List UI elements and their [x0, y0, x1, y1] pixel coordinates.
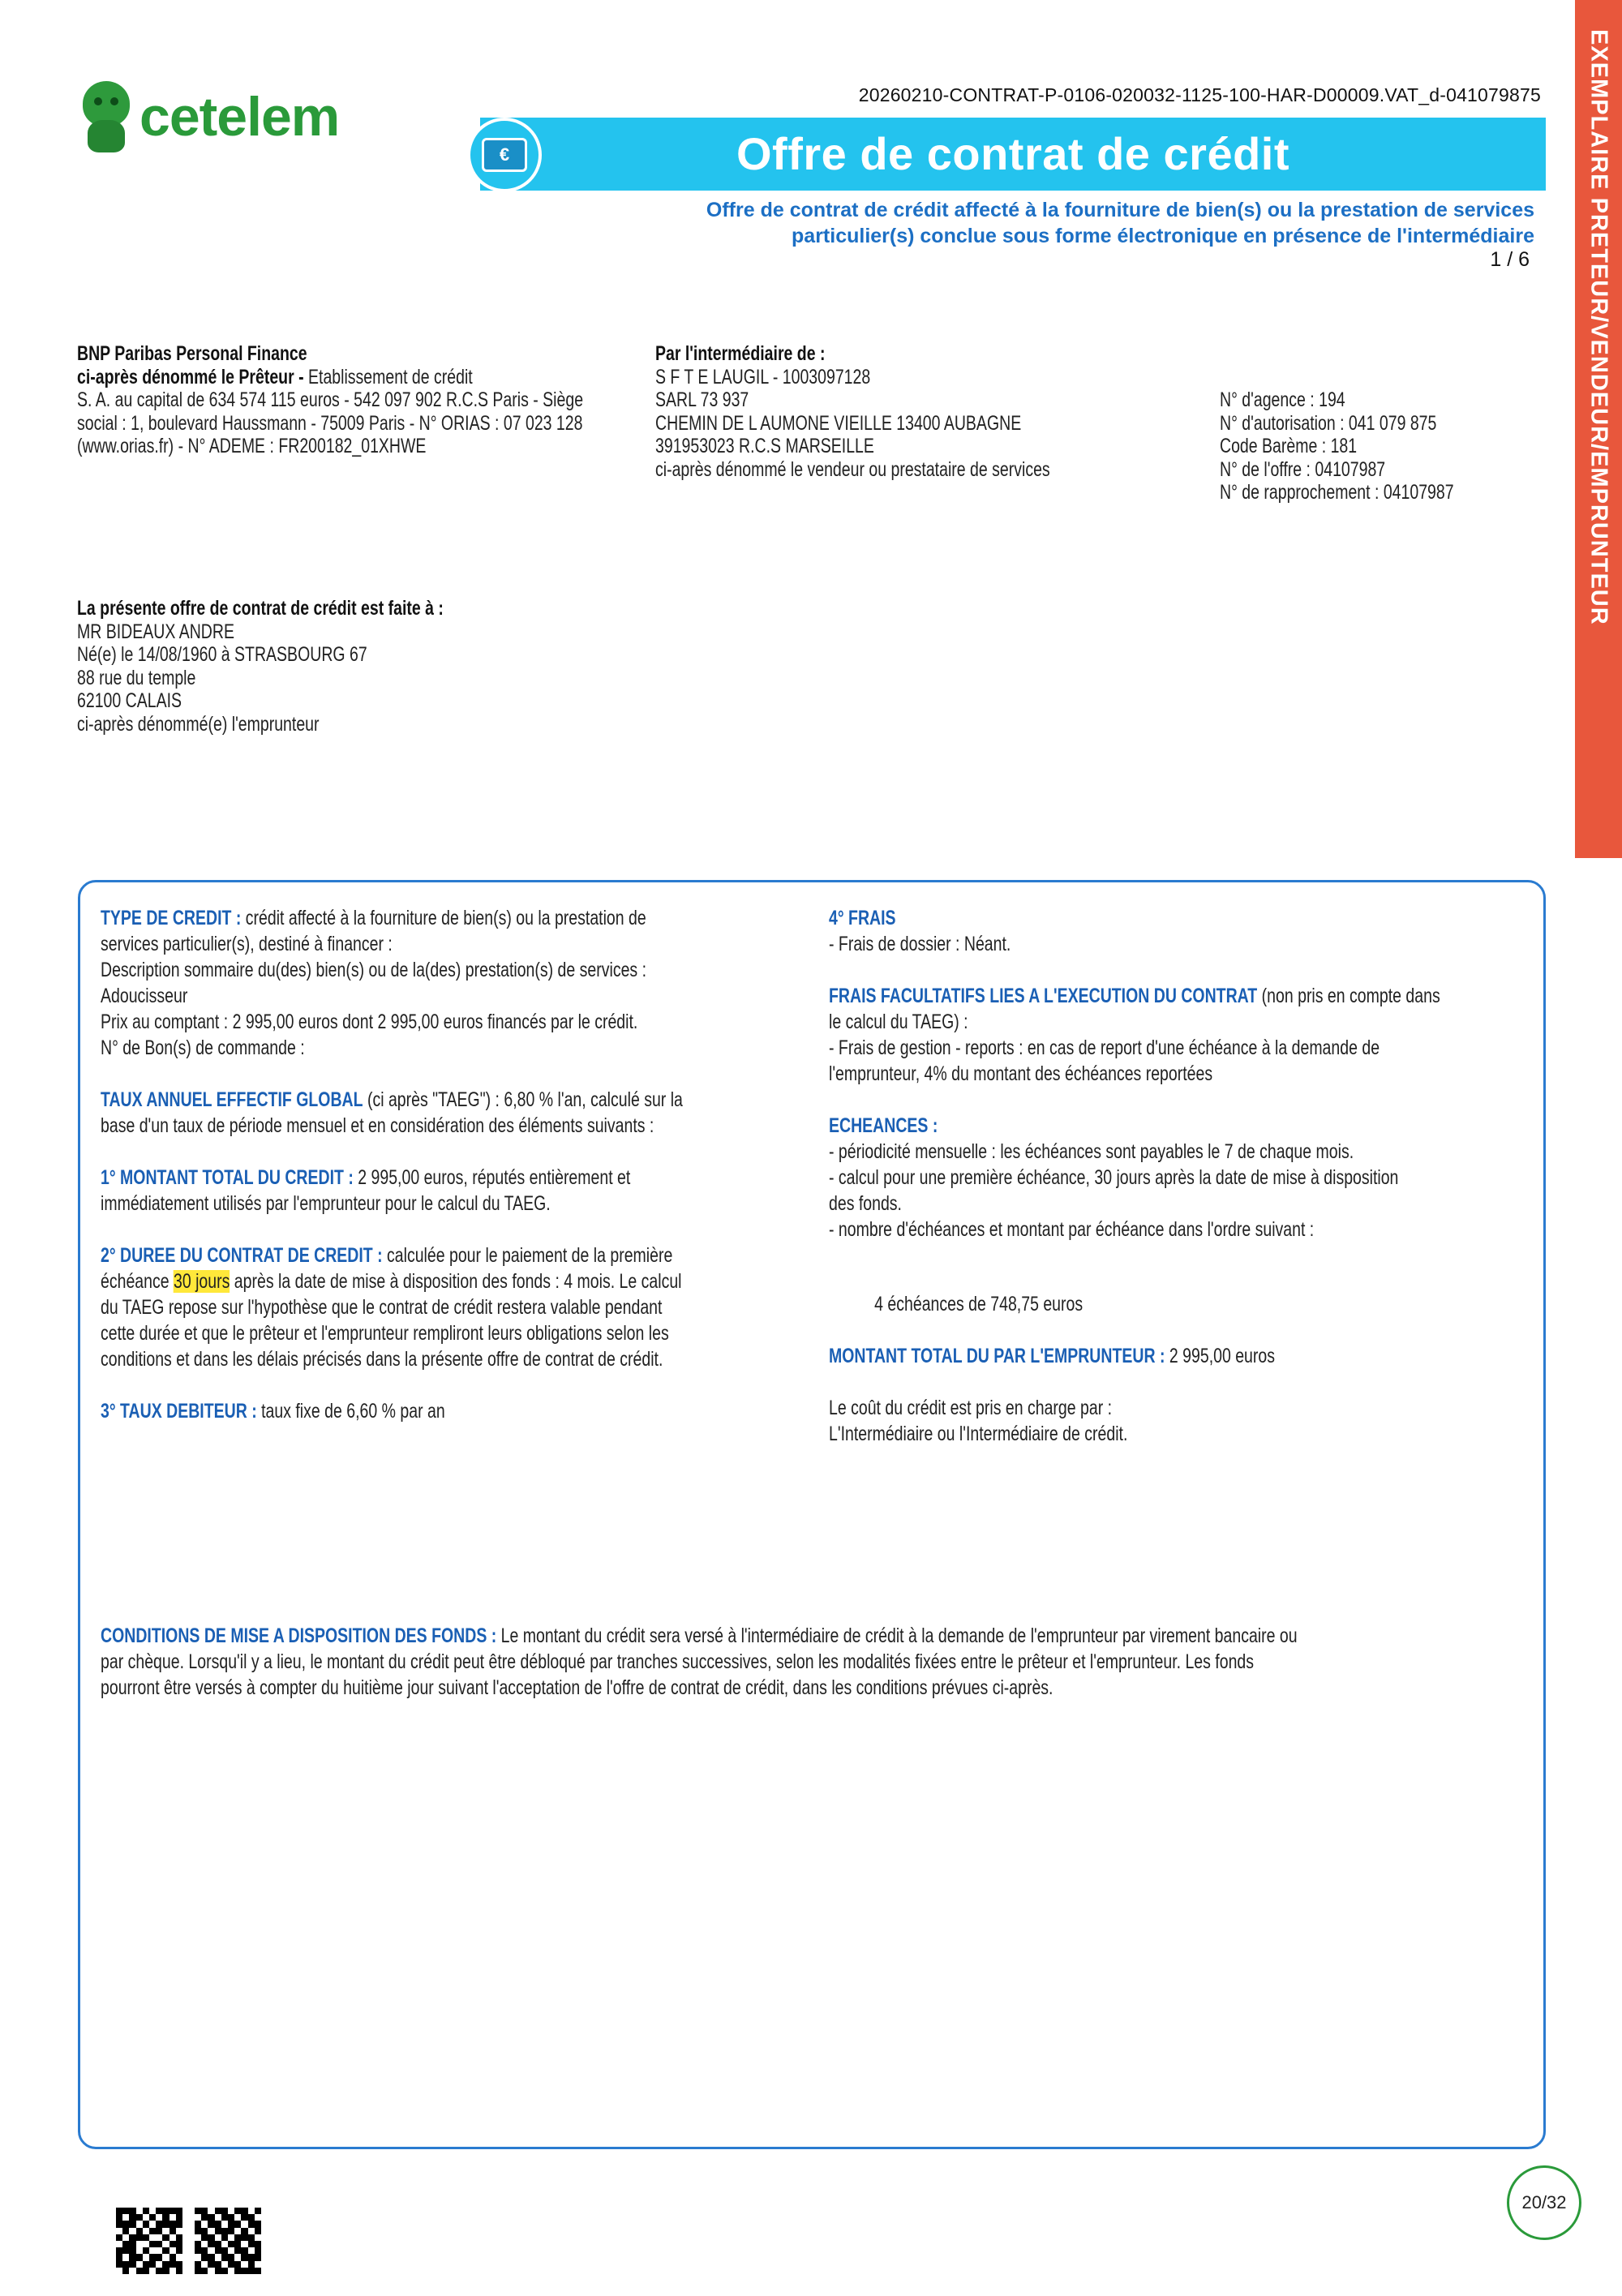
taeg-section: TAUX ANNUEL EFFECTIF GLOBAL (ci après "TAEG") : 6,80 % l'an, calculé sur la base d'un taux de période mensuel et en considération des éléments suivants : — [101, 1088, 683, 1137]
title-bar — [480, 118, 1546, 191]
highlighted-duration: 30 jours — [173, 1270, 230, 1293]
page-count-badge: 20/32 — [1507, 2165, 1581, 2240]
page-title: Offre de contrat de crédit — [736, 128, 1290, 179]
page-number: 1 / 6 — [1490, 248, 1530, 271]
left-column — [101, 905, 847, 1424]
frais-facultatifs-section: FRAIS FACULTATIFS LIES A L'EXECUTION DU CONTRAT (non pris en compte dans le calcul du TAEG) : - Frais de gestion - reports : en cas de report d'une échéance à la demande de l'emprunteur, 4% du montant des échéances reportées — [829, 985, 1440, 1085]
right-column — [829, 905, 1612, 1447]
conditions-section: CONDITIONS DE MISE A DISPOSITION DES FONDS : Le montant du crédit sera versé à l'intermédiaire de crédit à la demande de l'emprunteur par virement bancaire ou par chèque. Lorsqu'il y a lieu, le montant du crédit peut être débloqué par tranches successives, selon les modalités fixées entre le prêteur et l'emprunteur. Les fonds pourront être versés à compter du huitième jour suivant l'acceptation de l'offre de contrat de crédit, dans les conditions prévues ci-après. — [101, 1624, 1298, 1699]
cetelem-logo — [79, 81, 339, 152]
side-banner-text: EXEMPLAIRE PRETEUR/VENDEUR/EMPRUNTEUR — [1586, 29, 1612, 625]
qr-code-icon — [116, 2208, 182, 2274]
cout-credit-section: Le coût du crédit est pris en charge par : L'Intermédiaire ou l'Intermédiaire de crédit. — [829, 1397, 1128, 1445]
montant-total-du-section: MONTANT TOTAL DU PAR L'EMPRUNTEUR : 2 995,00 euros — [829, 1345, 1275, 1367]
logo-text: cetelem — [139, 86, 340, 148]
lender-block: BNP Paribas Personal Finance ci-après dénommé le Prêteur - Etablissement de crédit S. A. au capital de 634 574 115 euros - 542 097 902 R.C.S Paris - Siège social : 1, boulevard Haussmann - 75009 Paris - N° ORIAS : 07 023 128 (www.orias.fr) - N° ADEME : FR200182_01XHWE — [77, 342, 584, 457]
echeances-section: ECHEANCES : - périodicité mensuelle : les échéances sont payables le 7 de chaque mois. - calcul pour une première échéance, 30 jours après la date de mise à disposition des fonds. - nombre d'échéances et montant par échéance dans l'ordre suivant : 4 échéances de 748,75 euros — [829, 1114, 1399, 1315]
contract-reference: 20260210-CONTRAT-P-0106-020032-1125-100-HAR-D00009.VAT_d-041079875 — [858, 84, 1541, 105]
taux-section: 3° TAUX DEBITEUR : taux fixe de 6,60 % par an — [101, 1400, 445, 1423]
borrower-block: La présente offre de contrat de crédit est faite à : MR BIDEAUX ANDRE Né(e) le 14/08/1960 à STRASBOURG 67 88 rue du temple 62100 CALAIS ci-après dénommé(e) l'emprunteur — [77, 597, 444, 736]
qr-code-icon — [195, 2208, 261, 2274]
type-credit-section: TYPE DE CREDIT : crédit affecté à la fourniture de bien(s) ou la prestation de services particulier(s), destiné à financer : Description sommaire du(des) bien(s) ou de la(des) prestation(s) de services : Adoucisseur Prix au comptant : 2 995,00 euros dont 2 995,00 euros financés par le crédit. N° de Bon(s) de commande : — [101, 907, 647, 1059]
intermediary-block: Par l'intermédiaire de : S F T E LAUGIL - 1003097128 SARL 73 937 CHEMIN DE L AUMONE VIEILLE 13400 AUBAGNE 391953023 R.C.S MARSEILLE ci-après dénommé le vendeur ou prestataire de services — [655, 342, 1050, 481]
euro-wallet-icon: € — [467, 118, 542, 192]
agency-block: N° d'agence : 194 N° d'autorisation : 041 079 875 Code Barème : 181 N° de l'offre : 04107987 N° de rapprochement : 04107987 — [1220, 388, 1454, 504]
cetelem-mascot-icon — [79, 81, 133, 152]
duree-section: 2° DUREE DU CONTRAT DE CREDIT : calculée pour le paiement de la première échéance 30 jours après la date de mise à disposition des fonds : 4 mois. Le calcul du TAEG repose sur l'hypothèse que le contrat de crédit restera valable pendant cette durée et que le prêteur et l'emprunteur rempliront leurs obligations selon les conditions et dans les délais précisés dans la présente offre de contrat de crédit. — [101, 1244, 682, 1371]
subtitle: Offre de contrat de crédit affecté à la fourniture de bien(s) ou la prestation de services particulier(s) conclue sous forme électronique en présence de l'intermédiaire — [706, 199, 1534, 247]
frais-section: 4° FRAIS - Frais de dossier : Néant. — [829, 907, 1011, 955]
montant-section: 1° MONTANT TOTAL DU CREDIT : 2 995,00 euros, réputés entièrement et immédiatement utilisés par l'emprunteur pour le calcul du TAEG. — [101, 1166, 631, 1215]
